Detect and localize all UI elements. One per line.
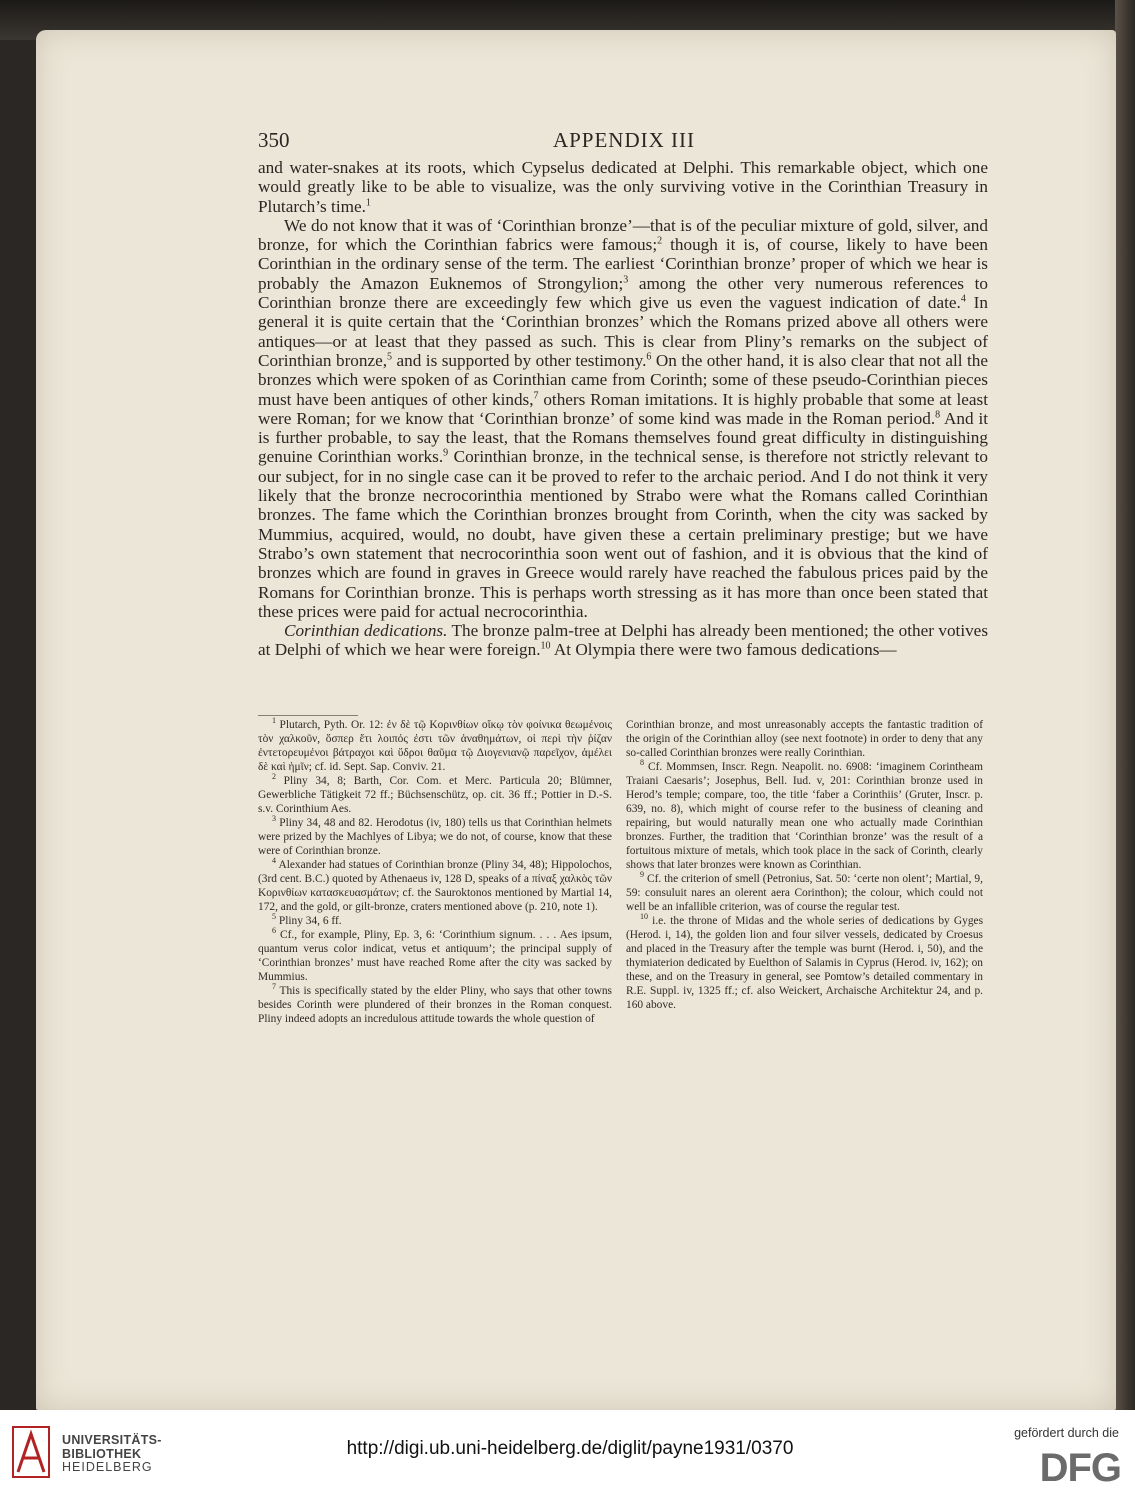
- footnote: $^5$ Pliny 34, 6 ff.: [272, 912, 342, 927]
- footnote-ref: 1: [365, 196, 371, 208]
- paragraph: We do not know that it was of ‘Corinthian bronze’—that is of the peculiar mixture of gold, silver, and bronze, for which the Corinthian fabrics were famous;$^2$ though it is, of course, likely to have been Corinthian in the ordinary sense of the term. The earliest ‘Corinthian bronze’ proper of which we hear is probably the Amazon Euknemos of Strongylion;$^3$ among the other very numerous references to Corinthian bronze there are exceedingly few which give us even the vaguest indication of date.$^4$ In general it is quite certain that the ‘Corinthian bronzes’ which the Romans prized above all others were antiques—or at least that they passed as such. This is clear from Pliny’s remarks on the subject of Corinthian bronze,$^5$ and is supported by other testimony.$^6$ On the other hand, it is also clear that not all the bronzes which were spoken of as Corinthian came from Corinth; some of these pseudo-Corinthian pieces must have been antiques of other kinds,$^7$ others Roman imitations. It is highly probable that some at least were Roman; for we know that ‘Corinthian bronze’ of some kind was made in the Roman period.$^8$ And it is further probable, to say the least, that the Romans themselves found great difficulty in distinguishing genuine Corinthian works.$^9$ Corinthian bronze, in the technical sense, is therefore not strictly relevant to our subject, for in no single case can it be proved to refer to the archaic period. And I do not think it very likely that the bronze necrocorinthia mentioned by Strabo were what the Romans called Corinthian bronzes. The fame which the Corinthian bronzes brought from Corinth, when the city was sacked by Mummius, acquired, would, no doubt, have given these a certain preliminary prestige; but we have Strabo’s own statement that necrocorinthia soon went out of fashion, and it is obvious that the kind of bronzes which are found in graves in Greece would rarely have reached the fabulous prices paid by the Romans for Corinthian bronze. This is perhaps worth stressing as it has more than once been stated that these prices were paid for actual necrocorinthia.: [258, 215, 989, 621]
- footnote: $^4$ Alexander had statues of Corinthian bronze (Pliny 34, 48); Hippolochos, (3rd cent. B.C.) quoted by Athenaeus iv, 128 D, speaks of a πίναξ χαλκὸς τῶν Κορινθίων κατασκευασμάτων; cf. the Sauroktonos mentioned by Martial 14, 172, and the gold, or gilt-bronze, craters mentioned above (p. 210, note 1).: [258, 856, 613, 913]
- main-text: [258, 158, 988, 660]
- footnote-ref: 2: [657, 235, 663, 247]
- funding-note: gefördert durch die: [1014, 1426, 1119, 1440]
- footnotes-right: [626, 718, 983, 1012]
- dfg-logo: DFG: [1039, 1446, 1121, 1490]
- viewer-footer: [0, 1410, 1135, 1496]
- footnote-ref: 8: [935, 409, 941, 421]
- university-logo-icon: [10, 1424, 52, 1480]
- footnote-ref: 9: [443, 447, 449, 459]
- running-head: APPENDIX III: [552, 128, 696, 152]
- footnote-ref: 3: [623, 274, 629, 286]
- footnote-continuation: Corinthian bronze, and most unreasonably accepts the fantastic tradition of the origin of the Corinthian alloy (see next footnote) in order to deny that any so-called Corinthian bronzes were really Corinthian.: [626, 719, 983, 759]
- page-header: [258, 128, 990, 162]
- footnote: $^{10}$ i.e. the throne of Midas and the whole series of dedications by Gyges (Herod. i, 14), the golden lion and four silver vessels, dedicated by Croesus and placed in the Treasury after the temple was burnt (Herod. i, 50), and the thymiaterion dedicated by Euelthon of Salamis in Cyprus (Herod. iv, 162); on these, and on the Treasury in general, see Pomtow’s detailed commentary in R.E. Suppl. iv, 1325 ff.; cf. also Weickert, Archaische Architektur 24, and p. 160 above.: [626, 912, 983, 1011]
- footnote: $^9$ Cf. the criterion of smell (Petronius, Sat. 50: ‘certe non olent’; Martial, 9, 59: consuluit nares an olerent aera Corinthon); the colour, which could not well be an infallible criterion, was of course the regular test.: [626, 870, 983, 913]
- footnote-ref: 6: [646, 351, 652, 363]
- footnote-ref: 5: [387, 351, 393, 363]
- footnote: $^3$ Pliny 34, 48 and 82. Herodotus (iv, 180) tells us that Corinthian helmets were prized by the Machlyes of Libya; we do not, of course, know that these were of Corinthian bronze.: [258, 814, 612, 857]
- page-number: 350: [258, 128, 290, 152]
- footnote: $^8$ Cf. Mommsen, Inscr. Regn. Neapolit. no. 6908: ‘imaginem Corintheam Traiani Caesaris’; Josephus, Bell. Iud. v, 201: Corinthian bronze used in Herod’s temple; compare, too, the title ‘faber a Corinthiis’ (Gruter, Inscr. p. 639, no. 8), which might of course refer to the business of cleaning and repairing, but would naturally mean one who actually made Corinthian bronzes. Further, the tradition that ‘Corinthian bronze’ was the result of a fortuitous mixture of metals, which took place in the sack of Corinth, clearly shows that later bronzes were known as Corinthian.: [626, 758, 983, 871]
- scan-edge: [1115, 0, 1135, 1410]
- footnote-ref: 4: [960, 293, 966, 305]
- footnote: $^6$ Cf., for example, Pliny, Ep. 3, 6: ‘Corinthium signum. . . . Aes ipsum, quantum verus color indicat, vetus et antiquum’; the principal supply of ‘Corinthian bronzes’ must have reached Rome after the city was sacked by Mummius.: [258, 926, 612, 983]
- footnote-ref: 10: [540, 640, 551, 652]
- footnotes-left: [258, 718, 612, 1026]
- permalink[interactable]: http://digi.ub.uni-heidelberg.de/diglit/payne1931/0370: [346, 1438, 794, 1459]
- footnote: $^1$ Plutarch, Pyth. Or. 12: ἐν δὲ τῷ Κορινθίων οἴκῳ τὸν φοίνικα θεωμένοις τὸν χαλκοῦν, ὅσπερ ἔτι λοιπός ἐστι τῶν ἀναθημάτων, οἱ περὶ τὴν ῥίζαν ἐντετορευμένοι βάτραχοι καὶ ὕδροι θαῦμα τῷ Διογενιανῷ παρεῖχον, ἀμέλει δὲ καὶ ἡμῖν; cf. id. Sept. Sap. Conviv. 21.: [258, 716, 612, 773]
- footnote-ref: 7: [533, 389, 539, 401]
- paragraph: Corinthian dedications. The bronze palm-tree at Delphi has already been mentioned; the other votives at Delphi of which we hear were foreign.$^{10}$ At Olympia there were two famous dedications—: [258, 621, 989, 660]
- footnote: $^7$ This is specifically stated by the elder Pliny, who says that other towns besides Corinth were plundered of their bronzes in the Roman conquest. Pliny indeed adopts an incredulous attitude towards the whole question of: [258, 982, 612, 1025]
- section-heading: Corinthian dedications.: [284, 621, 448, 641]
- library-name: UNIVERSITÄTS- BIBLIOTHEK HEIDELBERG: [62, 1433, 162, 1474]
- paragraph: and water-snakes at its roots, which Cypselus dedicated at Delphi. This remarkable object, which one would greatly like to be able to visualize, was the only surviving votive in the Corinthian Treasury in Plutarch’s time.$^1$: [258, 158, 988, 216]
- footnote: $^2$ Pliny 34, 8; Barth, Cor. Com. et Merc. Particula 20; Blümner, Gewerbliche Tätigkeit 72 ff.; Büchsenschütz, op. cit. 36 ff.; Pottier in D.-S. s.v. Corinthium Aes.: [258, 772, 612, 815]
